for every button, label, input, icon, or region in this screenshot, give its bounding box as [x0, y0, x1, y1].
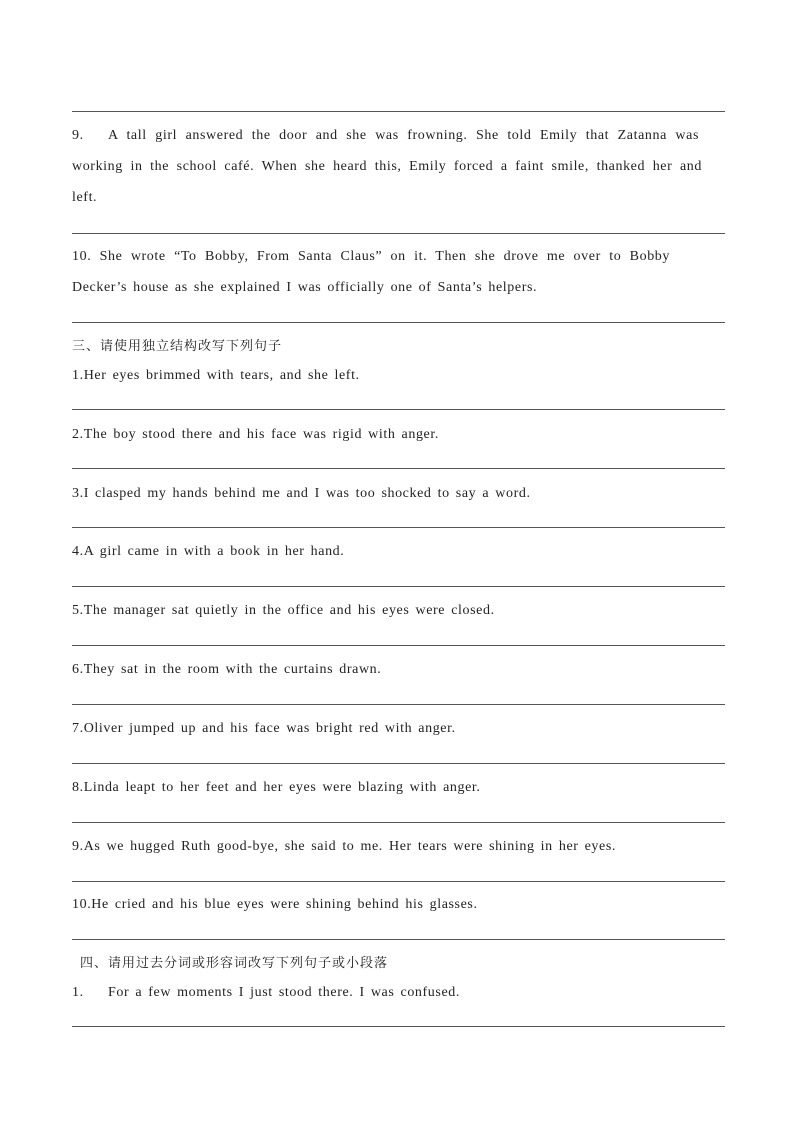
exercise-item: 6.They sat in the room with the curtains drawn. [72, 662, 382, 677]
question-9-line-3: left. [72, 190, 98, 205]
answer-line [72, 1026, 725, 1027]
question-9-line-1: 9. A tall girl answered the door and she was frowning. She told Emily that Zatanna was [72, 128, 699, 143]
answer-line [72, 322, 725, 323]
exercise-item: 9.As we hugged Ruth good-bye, she said to me. Her tears were shining in her eyes. [72, 839, 616, 854]
answer-line [72, 881, 725, 882]
exercise-item: 2.The boy stood there and his face was rigid with anger. [72, 427, 439, 442]
answer-line [72, 111, 725, 112]
section-4-question-1: 1. For a few moments I just stood there. I was confused. [72, 985, 460, 1000]
question-9-number: 9. [72, 128, 84, 143]
exercise-item: 3.I clasped my hands behind me and I was too shocked to say a word. [72, 486, 531, 501]
answer-line [72, 939, 725, 940]
question-10-line-2: Decker’s house as she explained I was officially one of Santa’s helpers. [72, 280, 538, 295]
exercise-item: 4.A girl came in with a book in her hand. [72, 544, 345, 559]
exercise-item: 5.The manager sat quietly in the office and his eyes were closed. [72, 603, 495, 618]
answer-line [72, 468, 725, 469]
answer-line [72, 763, 725, 764]
answer-line [72, 233, 725, 234]
section-4-heading: 四、请用过去分词或形容词改写下列句子或小段落 [80, 956, 389, 971]
section-3-heading: 三、请使用独立结构改写下列句子 [72, 339, 283, 354]
exercise-item: 10.He cried and his blue eyes were shining behind his glasses. [72, 897, 478, 912]
answer-line [72, 704, 725, 705]
question-10-line-1: 10. She wrote “To Bobby, From Santa Claus” on it. Then she drove me over to Bobby [72, 249, 670, 264]
answer-line [72, 409, 725, 410]
answer-line [72, 645, 725, 646]
answer-line [72, 527, 725, 528]
exercise-item: 8.Linda leapt to her feet and her eyes were blazing with anger. [72, 780, 481, 795]
answer-line [72, 586, 725, 587]
exercise-item: 7.Oliver jumped up and his face was bright red with anger. [72, 721, 456, 736]
section-4-question-1-number: 1. [72, 985, 84, 1000]
question-9-line-2: working in the school café. When she heard this, Emily forced a faint smile, thanked her and [72, 159, 702, 174]
exercise-item: 1.Her eyes brimmed with tears, and she left. [72, 368, 360, 383]
answer-line [72, 822, 725, 823]
worksheet-page [72, 0, 725, 1132]
